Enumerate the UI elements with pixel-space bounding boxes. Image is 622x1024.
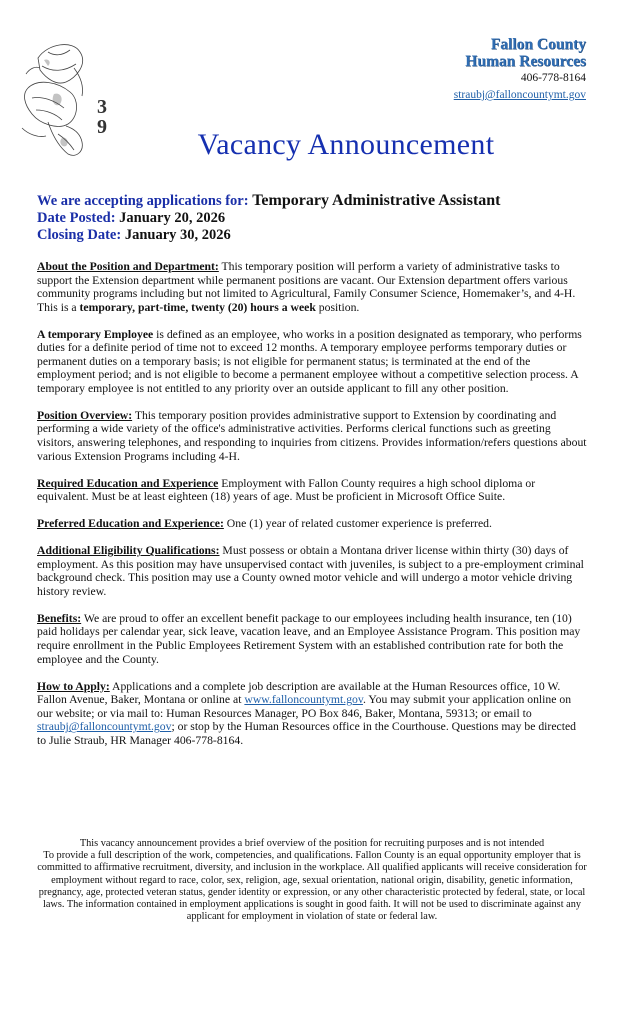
required-text: Employment with Fallon County requires a high school diploma or equivalent. Must be at least eighteen (18) years of age. Must be proficient in Microsoft Office Suite. bbox=[37, 476, 536, 504]
job-title: Temporary Administrative Assistant bbox=[252, 192, 501, 209]
about-end: position. bbox=[318, 300, 360, 314]
announcement-body bbox=[37, 260, 587, 761]
benefits-text: We are proud to offer an excellent benefit package to our employees including health insurance, ten (10) paid holidays per calendar year, sick leave, vacation leave, and an Employee Assistance Program. This position may require enrollment in the Public Employees Retirement System with an established contribution rate for both the employee and the County. bbox=[37, 611, 581, 666]
temporary-employee-section bbox=[37, 328, 587, 396]
date-posted-label: Date Posted: bbox=[37, 210, 116, 226]
required-heading: Required Education and Experience bbox=[37, 476, 219, 490]
overview-section bbox=[37, 409, 587, 463]
apply-text-1: Applications and a complete job description are available at the Human Resources office, 10 W. Fallon Avenue, Baker, Montana or online at bbox=[37, 679, 561, 707]
org-contact-block bbox=[454, 36, 586, 104]
temp-text: is defined as an employee, who works in a position designated as temporary, who performs duties for a definite period of time not to exceed 12 months. A temporary employee performs temporary duties or permanent duties on a temporary basis; is not eligible for permanent status; is terminated at the end of the employment period; and is not eligible to become a permanent employee without a competitive selection process. A temporary employee is not entitled to any priority over an outside applicant to fill any other position. bbox=[37, 327, 582, 395]
org-name-line1: Fallon County bbox=[490, 36, 586, 53]
about-section bbox=[37, 260, 587, 314]
closing-date-line bbox=[37, 227, 597, 244]
org-email-link[interactable]: straubj@falloncountymt.gov bbox=[453, 89, 586, 101]
page-title-text: Vacancy Announcement bbox=[197, 128, 495, 161]
benefits-heading: Benefits: bbox=[37, 611, 82, 625]
about-text: This temporary position will perform a variety of administrative tasks to support the Extension department while permanent positions are vacant. Our Extension department offers various community programs including but not limited to Agricultural, Family Consumer Science, Homemaker’s, and 4-H. This is a bbox=[37, 260, 576, 314]
disclaimer-line-2: To provide a full description of the work, competencies, and qualifications. Fallon County is an equal opportunity employer that is committed to affirmative recruitment, diversity, and inclusion in the workplace. All qualified applicants will receive consideration for employment without regard to race, color, sex, religion, age, sexual orientation, national origin, disability, genetic information, pregnancy, age, protected veteran status, gender identity or expression, or any other characteristic protected by federal, state, or local laws. The information contained in employment applications is sought in good faith. It will not be used to discriminate against any applicant for employment in violation of state or federal law. bbox=[37, 850, 587, 923]
email-link[interactable]: straubj@falloncountymt.gov bbox=[37, 720, 172, 734]
preferred-section bbox=[37, 517, 587, 531]
logo-number: 39 bbox=[91, 96, 113, 136]
additional-section bbox=[37, 544, 587, 598]
accepting-line bbox=[37, 192, 597, 210]
required-section bbox=[37, 477, 587, 504]
overview-text: This temporary position provides administrative support to Extension by coordinating and performing a wide variety of the office's administrative activities. Performs clerical functions such as greeting visitors, answering telephones, and responding to inquiries from citizens. Provides information/refers questions about various Extension Programs including 4-H. bbox=[37, 408, 587, 463]
preferred-heading: Preferred Education and Experience: bbox=[37, 517, 224, 531]
closing-date-value: January 30, 2026 bbox=[124, 227, 231, 243]
date-posted-line bbox=[37, 210, 597, 227]
additional-heading: Additional Eligibility Qualifications: bbox=[37, 544, 220, 558]
additional-text: Must possess or obtain a Montana driver license within thirty (30) days of employment. As this position may have unsupervised contact with juveniles, is subject to a pre-employment criminal background check. This position may use a County owned motor vehicle and will undergo a motor vehicle driving history review. bbox=[37, 544, 584, 598]
org-name-line2: Human Resources bbox=[465, 53, 586, 70]
org-phone: 406-778-8164 bbox=[520, 72, 586, 84]
page-title bbox=[0, 128, 622, 162]
website-link[interactable]: www.falloncountymt.gov bbox=[244, 693, 363, 707]
apply-text-3: ; or stop by the Human Resources office in the Courthouse. Questions may be directed to Julie Straub, HR Manager 406-778-8164. bbox=[37, 720, 576, 747]
apply-text-2: . You may submit your application online on our website; or via mail to: Human Resources Manager, PO Box 846, Baker, Montana, 59313; or email to bbox=[37, 693, 572, 720]
about-bold: temporary, part-time, twenty (20) hours a week bbox=[79, 300, 316, 314]
overview-heading: Position Overview: bbox=[37, 408, 133, 422]
preferred-text: One (1) year of related customer experience is preferred. bbox=[226, 517, 492, 531]
disclaimer-line-1: This vacancy announcement provides a brief overview of the position for recruiting purposes and is not intended bbox=[79, 838, 545, 849]
benefits-section bbox=[37, 612, 587, 666]
eeo-disclaimer bbox=[36, 838, 588, 923]
apply-heading: How to Apply: bbox=[37, 679, 110, 693]
job-intro bbox=[37, 192, 597, 244]
about-heading: About the Position and Department: bbox=[37, 260, 219, 273]
apply-section bbox=[37, 680, 587, 748]
accepting-label: We are accepting applications for: bbox=[37, 193, 249, 209]
date-posted-value: January 20, 2026 bbox=[119, 210, 226, 226]
temp-heading: A temporary Employee bbox=[37, 327, 154, 341]
closing-date-label: Closing Date: bbox=[37, 227, 122, 243]
